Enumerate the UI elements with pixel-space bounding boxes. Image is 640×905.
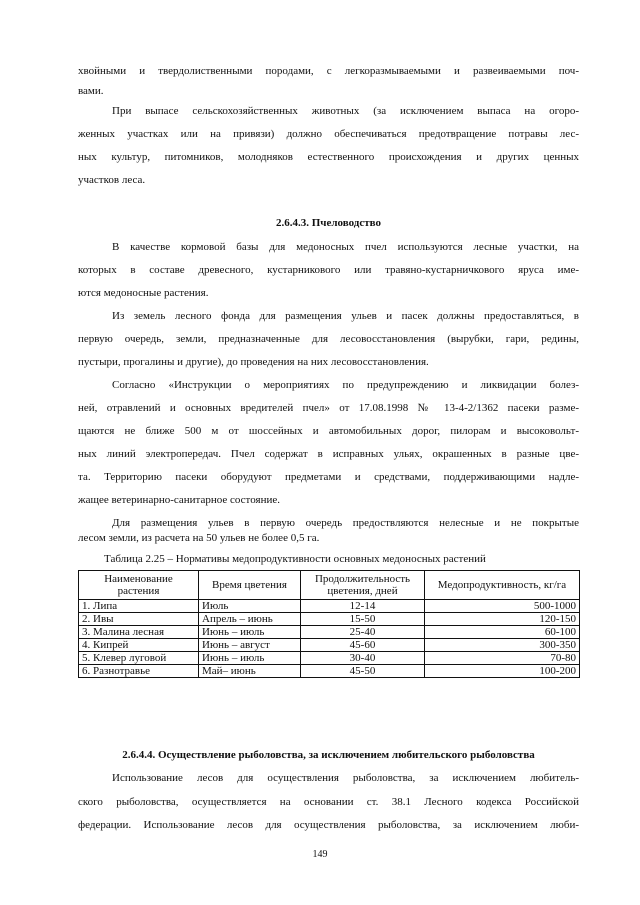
flowering-duration: 15-50 [301,613,425,626]
honey-productivity: 120-150 [425,613,580,626]
plant-name: 2. Ивы [79,613,199,626]
text-line: вами. [78,85,104,97]
text-line: жащее ветеринарно-санитарное состояние. [78,494,280,506]
page-number: 149 [312,849,328,860]
table-row [79,600,580,613]
flowering-time: Июль [199,600,301,613]
honey-productivity: 300-350 [425,639,580,652]
text-line: лесом земли, из расчета на 50 ульев не более 0,5 га. [78,532,320,544]
flowering-duration: 45-60 [301,639,425,652]
table-row [79,613,580,626]
text-line: ней, отравлений и основных вредителей пчел» от 17.08.1998 № 13-4-2/1362 пасеки разме- [78,402,579,414]
table-row [79,652,580,665]
flowering-duration: 45-50 [301,665,425,678]
text-line: щаются не ближе 500 м от шоссейных и автомобильных дорог, пилорам и высоковольт- [78,425,579,437]
text-line: хвойными и твердолиственными породами, с легкоразмываемыми и развеиваемыми поч- [78,65,579,77]
table-row [79,626,580,639]
text-line: женных участках или на привязи) должно обеспечиваться предотвращение потравы лес- [78,128,579,140]
plant-name: 5. Клевер луговой [79,652,199,665]
honey-productivity: 100-200 [425,665,580,678]
text-line: федерации. Использование лесов для осуществления рыболовства, за исключением люби- [78,819,579,831]
text-line: ются медоносные растения. [78,287,209,299]
flowering-time: Июнь – июль [199,626,301,639]
text-line: Из земель лесного фонда для размещения ульев и пасек должны предоставляться, в [112,310,579,322]
flowering-time: Апрель – июнь [199,613,301,626]
flowering-duration: 30-40 [301,652,425,665]
text-line: Использование лесов для осуществления рыболовства, за исключением любитель- [112,772,579,784]
text-line: ных культур, питомников, молодняков естественного происхождения и других ценных [78,151,579,163]
column-header: Время цветения [199,571,301,600]
text-line: Для размещения ульев в первую очередь предоствляются нелесные и не покрытые [112,517,579,529]
column-header: Наименование растения [79,571,199,600]
text-line: пустыри, прогалины и другие), до проведения на них лесовосстановления. [78,356,429,368]
section-heading-fishing: 2.6.4.4. Осуществление рыболовства, за исключением любительского рыболовства [122,749,535,761]
table-header-row [79,571,580,600]
text-line: ского рыболовства, осуществляется на основании ст. 38.1 Лесного кодекса Российской [78,796,579,808]
flowering-time: Май– июнь [199,665,301,678]
table-row [79,639,580,652]
text-line: первую очередь, земли, предназначенные для лесовосстановления (вырубки, гари, редины, [78,333,579,345]
plant-name: 1. Липа [79,600,199,613]
column-header: Продолжительность цветения, дней [301,571,425,600]
honey-productivity: 500-1000 [425,600,580,613]
text-line: которых в составе древесного, кустарникового или травяно-кустарничкового яруса име- [78,264,579,276]
plant-name: 3. Малина лесная [79,626,199,639]
text-line: участков леса. [78,174,146,186]
text-line: та. Территорию пасеки оборудуют предметами и средствами, поддерживающими надле- [78,471,579,483]
section-heading-beekeeping: 2.6.4.3. Пчеловодство [275,217,382,229]
text-line: Согласно «Инструкции о мероприятиях по предупреждению и ликвидации болез- [112,379,579,391]
text-line: В качестве кормовой базы для медоносных пчел используются лесные участки, на [112,241,579,253]
flowering-time: Июнь – июль [199,652,301,665]
text-line: ных линий электропередач. Пчел содержат в исправных ульях, окрашенных в разные цве- [78,448,579,460]
plant-name: 4. Кипрей [79,639,199,652]
flowering-duration: 12-14 [301,600,425,613]
plant-name: 6. Разнотравье [79,665,199,678]
flowering-time: Июнь – август [199,639,301,652]
honey-productivity-table [78,570,580,678]
text-line: При выпасе сельскохозяйственных животных (за исключением выпаса на огоро- [112,105,579,117]
flowering-duration: 25-40 [301,626,425,639]
honey-productivity: 60-100 [425,626,580,639]
table-caption: Таблица 2.25 – Нормативы медопродуктивности основных медоносных растений [104,553,486,565]
honey-productivity: 70-80 [425,652,580,665]
column-header: Медопродуктивность, кг/га [425,571,580,600]
table-row [79,665,580,678]
